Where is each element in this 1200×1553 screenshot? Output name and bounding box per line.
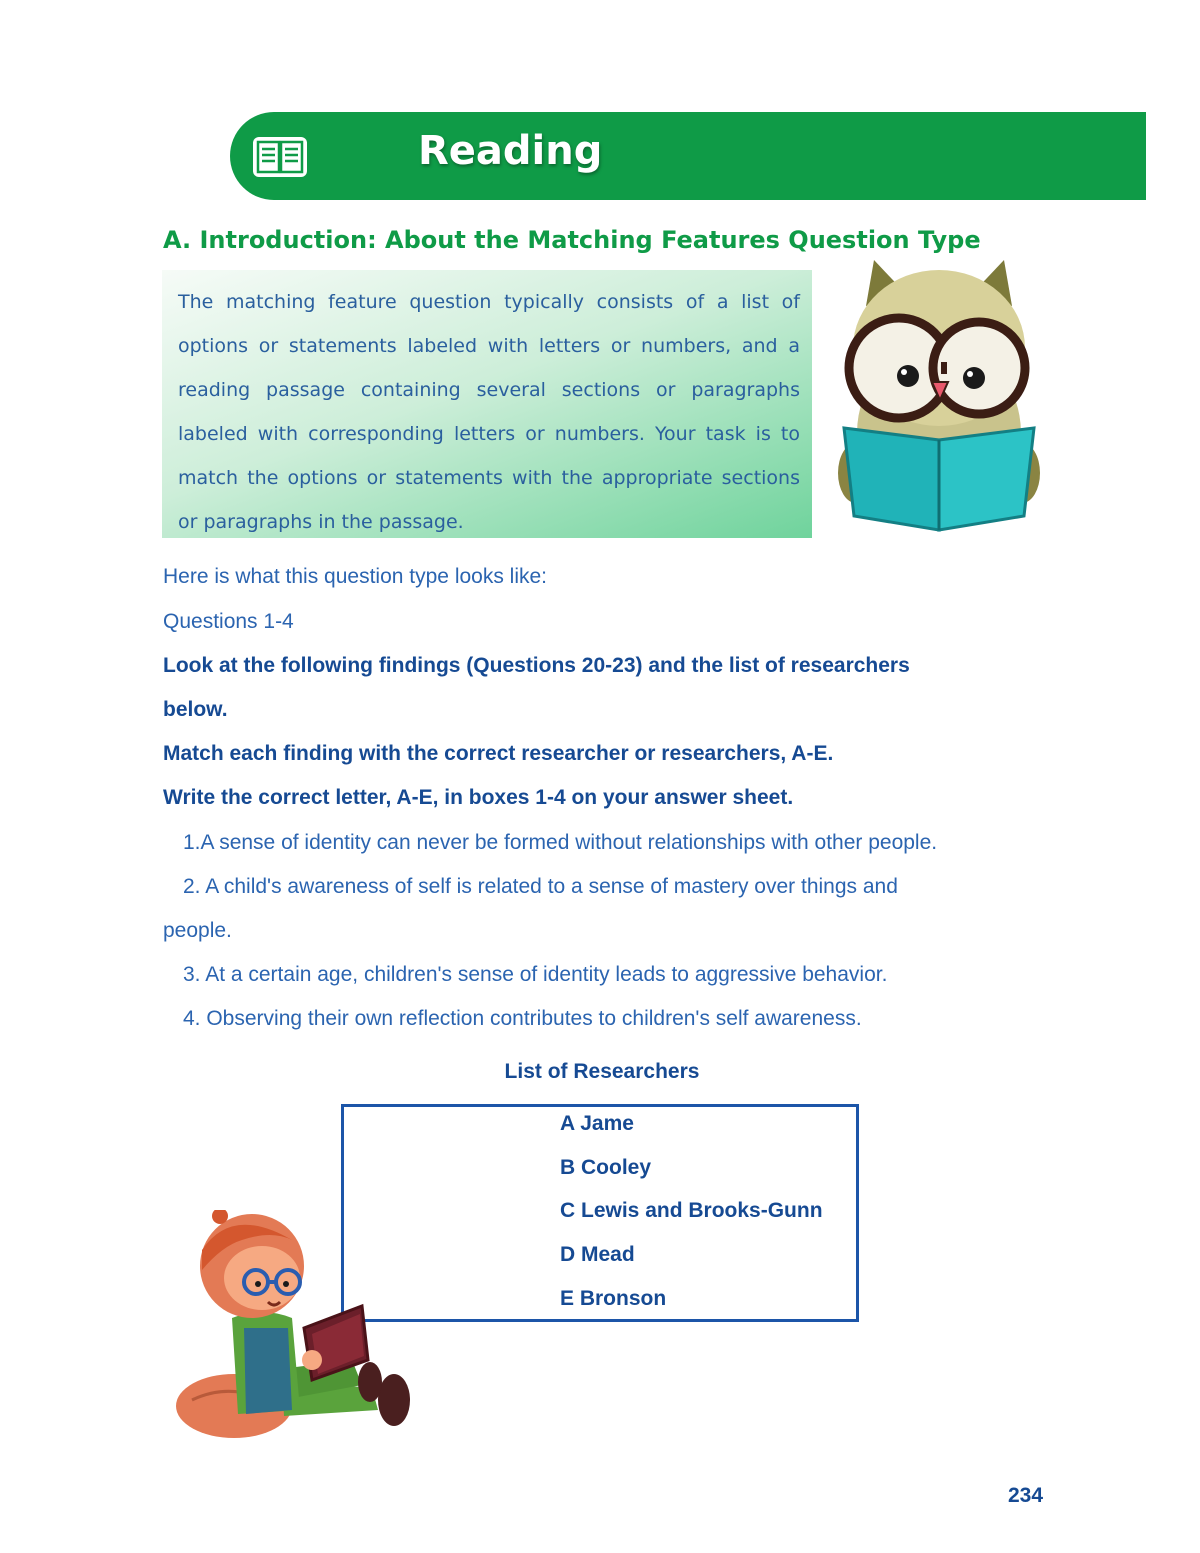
researcher-item: C Lewis and Brooks-Gunn [560, 1199, 823, 1222]
reading-banner [230, 112, 1146, 200]
list-item: 3. At a certain age, children's sense of identity leads to aggressive behavior. [183, 963, 888, 986]
instruction-line-2: Match each finding with the correct researcher or researchers, A-E. [163, 742, 834, 765]
researcher-item: D Mead [560, 1243, 635, 1266]
list-item: 4. Observing their own reflection contributes to children's self awareness. [183, 1007, 862, 1030]
list-item: 1.A sense of identity can never be formed without relationships with other people. [183, 831, 938, 854]
intro-text: The matching feature question typically consists of a list of options or statements labeled with letters or numbers, and a reading passage containing several sections or paragraphs labeled with corresponding letters or numbers. Your task is to match the options or statements with the appropriate sections or paragraphs in the passage. [178, 291, 800, 533]
researcher-item: A Jame [560, 1112, 634, 1135]
intro-box [162, 270, 812, 538]
example-lead: Here is what this question type looks like: [163, 565, 548, 588]
list-item-continuation: people. [163, 919, 232, 942]
instruction-line-1b: below. [163, 698, 228, 721]
instruction-line-1a: Look at the following findings (Questions 20-23) and the list of researchers [163, 654, 910, 677]
page-number: 234 [1008, 1484, 1044, 1507]
researcher-item: E Bronson [560, 1287, 667, 1310]
instruction-line-3: Write the correct letter, A-E, in boxes 1-4 on your answer sheet. [163, 786, 794, 809]
owl-reading-illustration [836, 258, 1042, 538]
section-heading: A. Introduction: About the Matching Features Question Type [163, 226, 981, 254]
boy-reading-illustration [172, 1210, 412, 1446]
page-title: Reading [418, 128, 603, 174]
list-item: 2. A child's awareness of self is related to a sense of mastery over things and [183, 875, 898, 898]
researchers-box [341, 1104, 859, 1322]
researcher-item: B Cooley [560, 1156, 652, 1179]
researchers-title: List of Researchers [504, 1060, 700, 1083]
questions-label: Questions 1-4 [163, 610, 294, 633]
open-book-icon [252, 136, 308, 178]
